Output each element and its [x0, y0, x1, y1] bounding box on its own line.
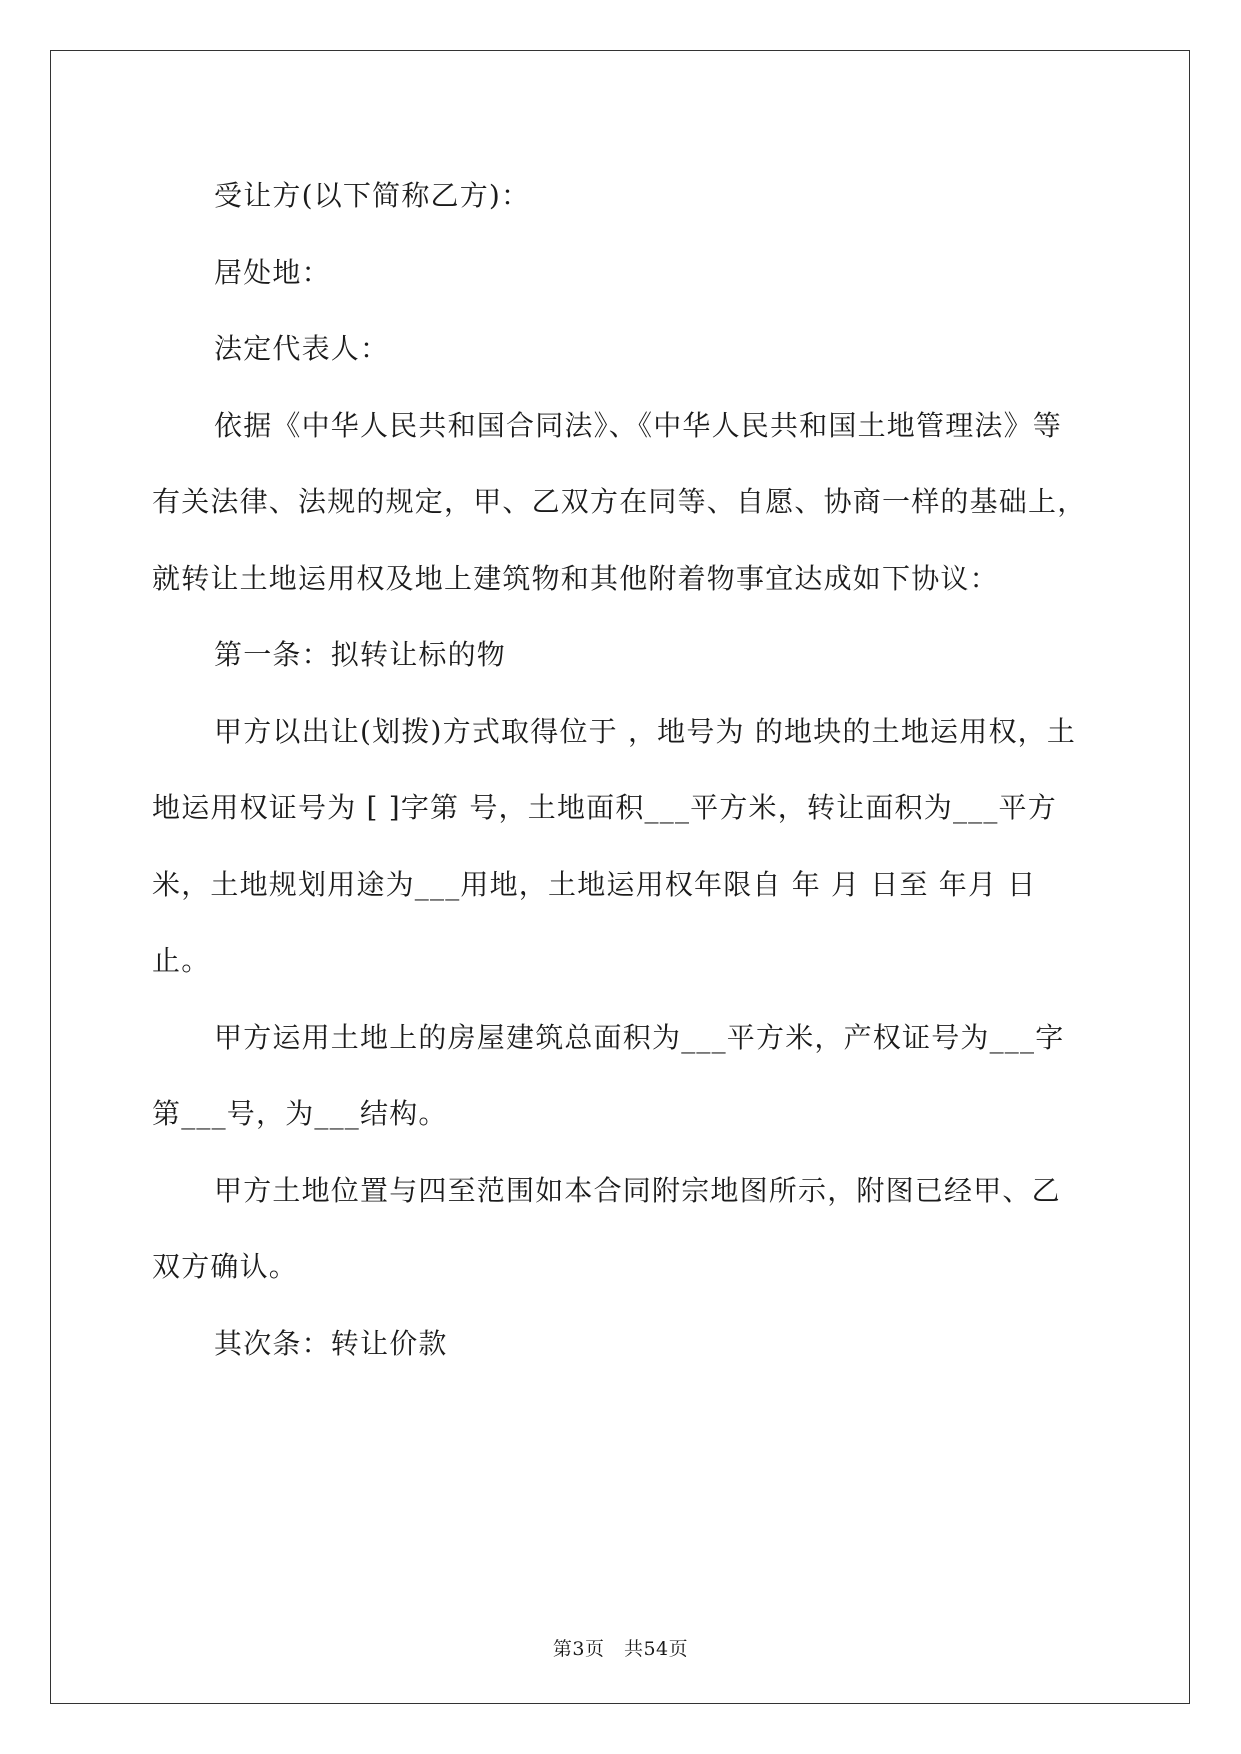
heading-article-1: 第一条：拟转让标的物	[214, 638, 507, 671]
page-number-footer: 第3页 共54页	[552, 1638, 689, 1660]
paragraph-transferee: 受让方(以下简称乙方)：	[214, 179, 531, 212]
paragraph-land-location: 甲方土地位置与四至范围如本合同附宗地图所示，附图已经甲、乙双方确认。	[152, 1173, 1061, 1283]
paragraph-legal-representative: 法定代表人：	[214, 332, 390, 365]
paragraph-legal-basis: 依据《中华人民共和国合同法》、《中华人民共和国土地管理法》等有关法律、法规的规定，甲、乙双方在同等、自愿、协商一样的基础上，就转让土地运用权及地上建筑物和其他附着物事宜达成如下协议：	[152, 408, 1087, 595]
heading-article-2: 其次条：转让价款	[214, 1326, 448, 1360]
paragraph-land-rights: 甲方以出让(划拨)方式取得位于 ，地号为 的地块的土地运用权，土地运用权证号为 [ ]字第 号，土地面积___平方米，转让面积为___平方米，土地规划用途为___用地，土地运用权年限自 年 月 日至 年月 日止。	[152, 714, 1077, 977]
paragraph-building-area: 甲方运用土地上的房屋建筑总面积为___平方米，产权证号为___字第___号，为___结构。	[152, 1020, 1065, 1130]
document-body	[152, 158, 1088, 1382]
paragraph-domicile: 居处地：	[214, 255, 331, 289]
